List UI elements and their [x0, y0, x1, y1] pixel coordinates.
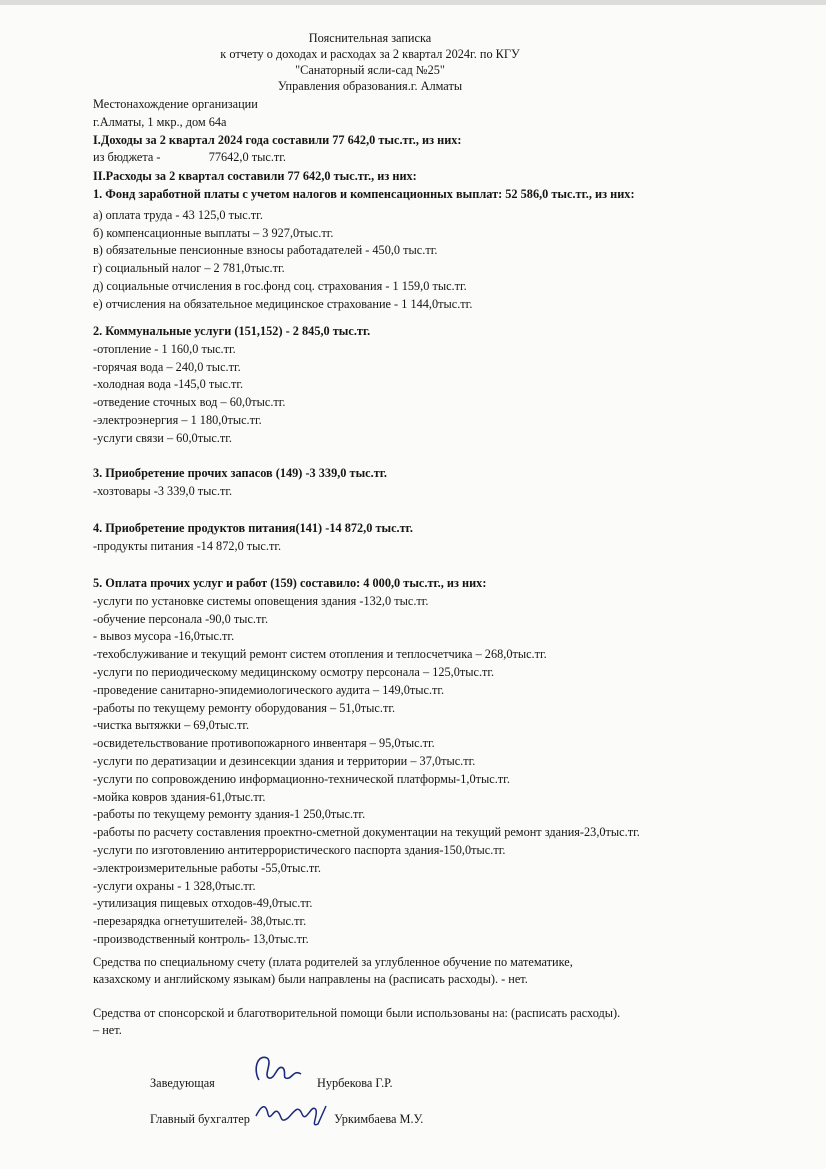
sponsorship-note: Средства от спонсорской и благотворительной помощи были использованы на: (расписать расходы). – нет.	[93, 1006, 621, 1037]
document-subtitle: к отчету о доходах и расходах за 2 квартал 2024г. по КГУ	[220, 47, 520, 61]
services-item: -услуги по установке системы оповещения здания -132,0 тыс.тг.	[93, 593, 429, 608]
services-item: -услуги по изготовлению антитеррористического паспорта здания-150,0тыс.тг.	[93, 842, 506, 857]
head-signature	[245, 1050, 305, 1090]
services-item: -проведение санитарно-эпидемиологического аудита – 149,0тыс.тг.	[93, 682, 445, 697]
special-account-note: Средства по специальному счету (плата родителей за углубленное обучение по математике, казахскому и английскому языкам) были направлены на (расписать расходы). - нет.	[93, 955, 573, 986]
services-item: -услуги по дератизации и дезинсекции здания и территории – 37,0тыс.тг.	[93, 753, 476, 768]
supplies-item: -хозтовары -3 339,0 тыс.тг.	[93, 483, 233, 498]
payroll-item: г) социальный налог – 2 781,0тыс.тг.	[93, 261, 285, 276]
supplies-section	[93, 465, 713, 501]
services-item: -обучение персонала -90,0 тыс.тг.	[93, 611, 269, 626]
organization-info	[93, 96, 713, 167]
services-item: -электроизмерительные работы -55,0тыс.тг.	[93, 860, 322, 875]
document-title: Пояснительная записка	[308, 31, 432, 45]
income-budget-label: из бюджета -	[93, 150, 161, 165]
organization-name: "Санаторный ясли-сад №25"	[295, 63, 445, 77]
utilities-item: -услуги связи – 60,0тыс.тг.	[93, 430, 232, 445]
expenses-section	[93, 168, 713, 314]
payroll-item: д) социальные отчисления в гос.фонд соц. страхования - 1 159,0 тыс.тг.	[93, 278, 467, 293]
accountant-name: Уркимбаева М.У.	[334, 1112, 424, 1126]
supplies-title: 3. Приобретение прочих запасов (149) -3 339,0 тыс.тг.	[93, 466, 388, 480]
food-title: 4. Приобретение продуктов питания(141) -14 872,0 тыс.тг.	[93, 521, 413, 535]
services-item: -услуги по сопровождению информационно-технической платформы-1,0тыс.тг.	[93, 771, 510, 786]
notes-section	[93, 954, 713, 1039]
department-name: Управления образования.г. Алматы	[277, 79, 463, 93]
payroll-item: е) отчисления на обязательное медицинское страхование - 1 144,0тыс.тг.	[93, 296, 473, 311]
scan-edge	[0, 0, 826, 5]
income-budget-line	[93, 149, 713, 167]
services-item: -освидетельствование противопожарного инвентаря – 95,0тыс.тг.	[93, 736, 435, 751]
services-item: -мойка ковров здания-61,0тыс.тг.	[93, 789, 266, 804]
utilities-title: 2. Коммунальные услуги (151,152) - 2 845,0 тыс.тг.	[93, 324, 371, 338]
food-item: -продукты питания -14 872,0 тыс.тг.	[93, 538, 282, 553]
services-title: 5. Оплата прочих услуг и работ (159) составило: 4 000,0 тыс.тг., из них:	[93, 576, 487, 590]
accountant-label: Главный бухгалтер	[150, 1112, 250, 1126]
payroll-item: а) оплата труда - 43 125,0 тыс.тг.	[93, 207, 263, 222]
payroll-item: в) обязательные пенсионные взносы работадателей - 450,0 тыс.тг.	[93, 243, 438, 258]
services-item: -работы по текущему ремонту оборудования – 51,0тыс.тг.	[93, 700, 396, 715]
document-header	[150, 30, 590, 94]
utilities-item: -электроэнергия – 1 180,0тыс.тг.	[93, 412, 262, 427]
services-item: -услуги охраны - 1 328,0тыс.тг.	[93, 878, 256, 893]
accountant-signature	[252, 1094, 330, 1132]
food-section	[93, 520, 713, 556]
services-item: -перезарядка огнетушителей- 38,0тыс.тг.	[93, 914, 307, 929]
location-label: Местонахождение организации	[93, 97, 258, 111]
expenses-title: II.Расходы за 2 квартал составили 77 642,0 тыс.тг., из них:	[93, 169, 417, 183]
utilities-item: -горячая вода – 240,0 тыс.тг.	[93, 359, 241, 374]
services-item: -производственный контроль- 13,0тыс.тг.	[93, 931, 309, 946]
services-item: -техобслуживание и текущий ремонт систем отопления и теплосчетчика – 268,0тыс.тг.	[93, 647, 547, 662]
payroll-item: б) компенсационные выплаты – 3 927,0тыс.тг.	[93, 225, 334, 240]
services-item: -работы по расчету составления проектно-сметной документации на текущий ремонт здания-23,0тыс.тг.	[93, 825, 640, 840]
head-label: Заведующая	[150, 1076, 215, 1090]
services-item: -работы по текущему ремонту здания-1 250,0тыс.тг.	[93, 807, 366, 822]
utilities-item: -отопление - 1 160,0 тыс.тг.	[93, 341, 236, 356]
location-address: г.Алматы, 1 мкр., дом 64а	[93, 114, 227, 129]
income-title: I.Доходы за 2 квартал 2024 года составили 77 642,0 тыс.тг., из них:	[93, 132, 462, 147]
utilities-section	[93, 323, 713, 448]
services-section	[93, 575, 713, 949]
services-item: -чистка вытяжки – 69,0тыс.тг.	[93, 718, 250, 733]
services-item: -утилизация пищевых отходов-49,0тыс.тг.	[93, 896, 313, 911]
income-budget-value: 77642,0 тыс.тг.	[208, 150, 286, 165]
services-item: -услуги по периодическому медицинскому осмотру персонала – 125,0тыс.тг.	[93, 664, 495, 679]
utilities-item: -отведение сточных вод – 60,0тыс.тг.	[93, 395, 286, 410]
services-item: - вывоз мусора -16,0тыс.тг.	[93, 629, 235, 644]
utilities-item: -холодная вода -145,0 тыс.тг.	[93, 377, 244, 392]
head-name: Нурбекова Г.Р.	[316, 1076, 393, 1090]
payroll-title: 1. Фонд заработной платы с учетом налогов и компенсационных выплат: 52 586,0 тыс.тг., из них:	[93, 186, 635, 201]
